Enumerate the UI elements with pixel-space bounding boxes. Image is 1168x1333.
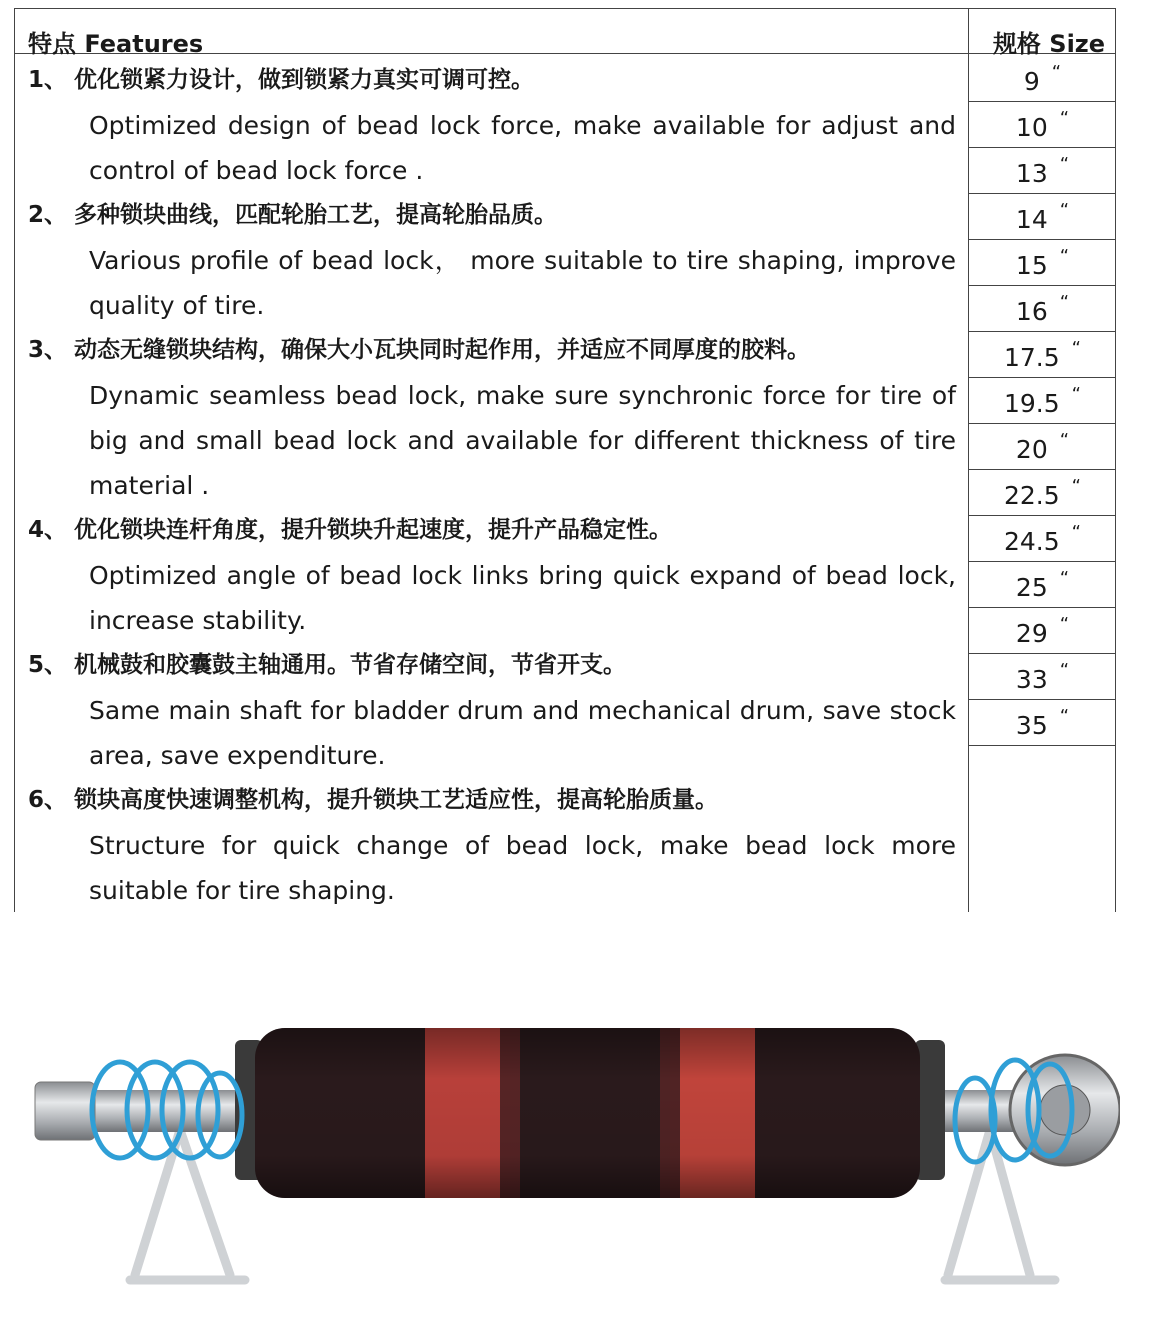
size-cell: 33 “ (969, 654, 1116, 700)
feature-text-en: Dynamic seamless bead lock, make sure synchronic force for tire of big and small bead lock and available for different thickness of tire material . (89, 381, 956, 500)
inch-mark: “ (1059, 660, 1070, 681)
feature-number: 6、 (28, 787, 68, 813)
feature-number: 5、 (28, 652, 68, 678)
size-cell: 14 “ (969, 194, 1116, 240)
feature-number: 2、 (28, 202, 68, 228)
feature-item (28, 643, 956, 778)
feature-item (28, 508, 956, 643)
inch-mark: “ (1051, 62, 1062, 83)
feature-text-zh: 机械鼓和胶囊鼓主轴通用。节省存储空间，节省开支。 (74, 652, 626, 678)
inch-mark: “ (1059, 246, 1070, 267)
size-cell: 20 “ (969, 424, 1116, 470)
feature-text-en: Optimized design of bead lock force, make available for adjust and control of bead lock force . (89, 111, 956, 185)
feature-text-en: Structure for quick change of bead lock, make bead lock more suitable for tire shaping. (89, 831, 956, 905)
inch-mark: “ (1059, 200, 1070, 221)
feature-text-zh: 优化锁块连杆角度，提升锁块升起速度，提升产品稳定性。 (74, 517, 672, 543)
feature-text-en: Optimized angle of bead lock links bring quick expand of bead lock, increase stability. (89, 561, 956, 635)
size-cell: 17.5 “ (969, 332, 1116, 378)
feature-item (28, 193, 956, 328)
feature-item (28, 58, 956, 193)
size-header: 规格 Size (992, 30, 1106, 58)
inch-mark: “ (1059, 706, 1070, 727)
feature-text-zh: 动态无缝锁块结构，确保大小瓦块同时起作用，并适应不同厚度的胶料。 (74, 337, 810, 363)
feature-text-zh: 多种锁块曲线，匹配轮胎工艺，提高轮胎品质。 (74, 202, 557, 228)
features-list (28, 58, 956, 913)
features-header: 特点 Features (28, 30, 204, 58)
inch-mark: “ (1059, 154, 1070, 175)
table-border-left (14, 8, 15, 912)
inch-mark: “ (1059, 568, 1070, 589)
feature-number: 3、 (28, 337, 68, 363)
inch-mark: “ (1071, 476, 1081, 497)
size-cell: 16 “ (969, 286, 1116, 332)
feature-text-zh: 优化锁紧力设计，做到锁紧力真实可调可控。 (74, 67, 534, 93)
size-cell: 9 “ (969, 56, 1116, 102)
size-cell: 13 “ (969, 148, 1116, 194)
inch-mark: “ (1059, 614, 1070, 635)
inch-mark: “ (1059, 292, 1070, 313)
inch-mark: “ (1059, 430, 1070, 451)
feature-text-zh: 锁块高度快速调整机构，提升锁块工艺适应性，提高轮胎质量。 (74, 787, 718, 813)
feature-text-en: Same main shaft for bladder drum and mechanical drum, save stock area, save expenditure. (89, 696, 956, 770)
size-cell: 25 “ (969, 562, 1116, 608)
size-cell: 29 “ (969, 608, 1116, 654)
feature-number: 4、 (28, 517, 68, 543)
size-cell: 35 “ (969, 700, 1116, 746)
inch-mark: “ (1071, 522, 1081, 543)
size-list (969, 56, 1116, 746)
size-cell: 22.5 “ (969, 470, 1116, 516)
feature-text-en: Various profile of bead lock， more suitable to tire shaping, improve quality of tire. (89, 246, 956, 320)
inch-mark: “ (1071, 338, 1081, 359)
feature-number: 1、 (28, 67, 68, 93)
table-border-top (14, 8, 1116, 9)
size-cell: 15 “ (969, 240, 1116, 286)
size-cell: 19.5 “ (969, 378, 1116, 424)
inch-mark: “ (1071, 384, 1081, 405)
size-cell: 24.5 “ (969, 516, 1116, 562)
spec-table (14, 8, 1116, 912)
size-cell: 10 “ (969, 102, 1116, 148)
feature-item (28, 328, 956, 508)
bladder-drum-image (30, 1010, 1120, 1310)
inch-mark: “ (1059, 108, 1070, 129)
feature-item (28, 778, 956, 913)
